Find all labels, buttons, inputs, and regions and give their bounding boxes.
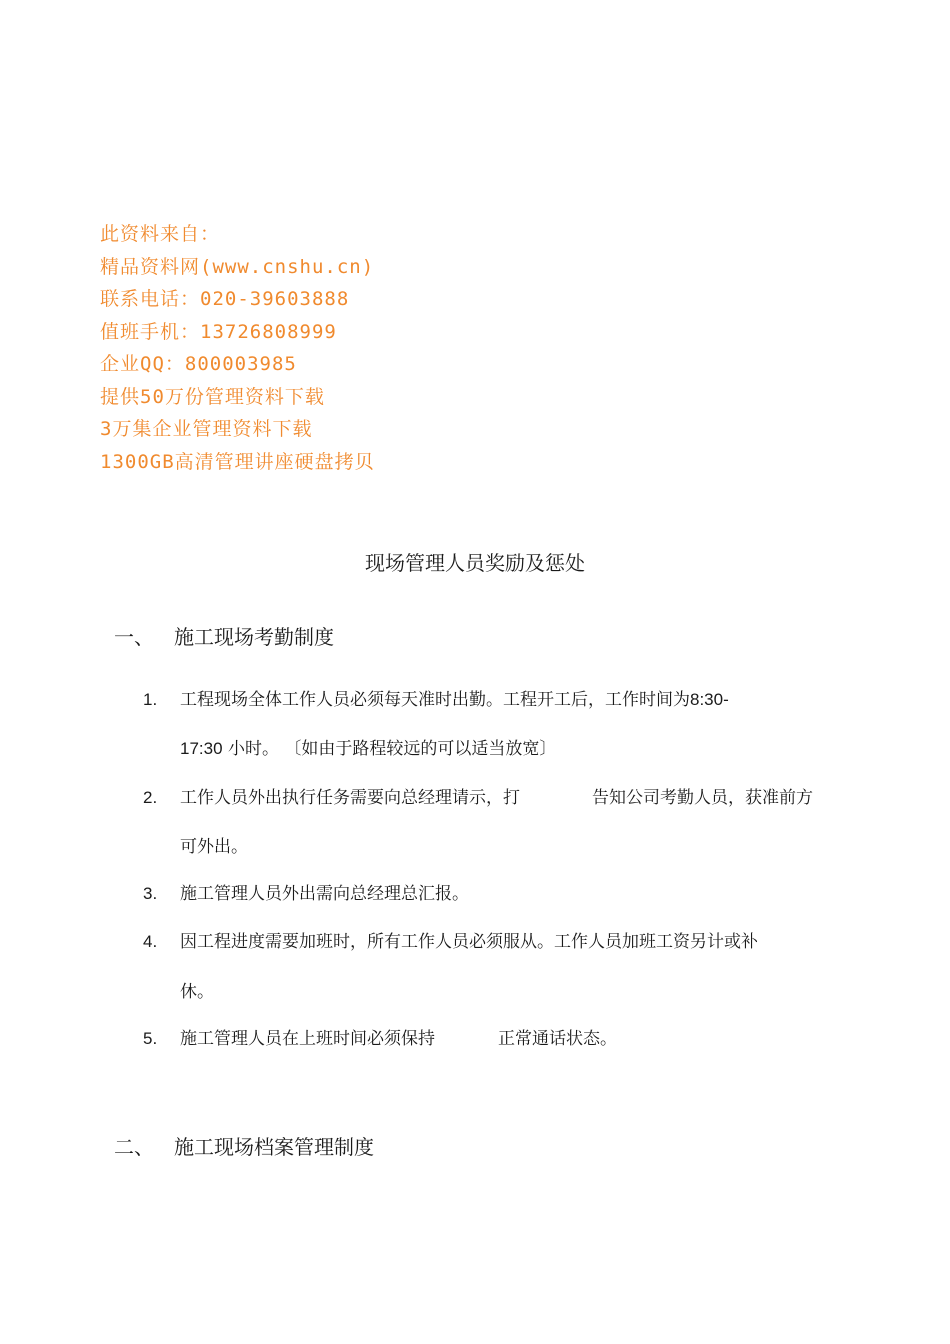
source-line-offer-2: 3万集企业管理资料下载 [100, 418, 313, 440]
item-text-line: 因工程进度需要加班时，所有工作人员必须服从。工作人员加班工资另计或补 [180, 932, 758, 952]
item-text-line: 施工管理人员外出需向总经理总汇报。 [180, 884, 469, 904]
source-line-website: 精品资料网(www.cnshu.cn) [100, 255, 375, 278]
source-line-qq: 企业QQ：800003985 [100, 353, 297, 375]
item-text-line: 正常通话状态。 [498, 1029, 617, 1049]
item-text-line: 可外出。 [180, 837, 248, 857]
item-text-line: 工作人员外出执行任务需要向总经理请示，打 [180, 788, 520, 808]
item-text-line: 告知公司考勤人员，获准前方 [592, 788, 813, 808]
source-info-block [100, 218, 375, 478]
source-line-offer-3: 1300GB高清管理讲座硬盘拷贝 [100, 450, 375, 473]
item-number: 1. [143, 690, 158, 709]
item-text-line: 施工管理人员在上班时间必须保持 [180, 1029, 435, 1049]
source-line-offer-1: 提供50万份管理资料下载 [100, 385, 325, 408]
item-text: 小时。 〔如由于路程较远的可以适当放宽〕 [222, 739, 557, 759]
section-heading-attendance [114, 622, 334, 652]
item-number: 4. [143, 932, 158, 951]
item-text-time: 8:30- [690, 690, 729, 709]
item-text-line: 休。 [180, 982, 214, 1002]
section-heading-archives [114, 1132, 374, 1162]
section-number: 一、 [114, 625, 154, 649]
source-line-phone: 联系电话：020-39603888 [100, 288, 350, 310]
item-number: 2. [143, 788, 158, 807]
source-line-intro: 此资料来自： [100, 223, 221, 245]
section-title: 施工现场档案管理制度 [174, 1135, 374, 1159]
section-title: 施工现场考勤制度 [174, 625, 334, 649]
section-number: 二、 [114, 1135, 154, 1159]
item-text: 工程现场全体工作人员必须每天准时出勤。工程开工后，工作时间为 [180, 690, 690, 710]
item-text-line [180, 688, 729, 712]
item-text-time: 17:30 [180, 739, 223, 758]
item-number: 3. [143, 884, 158, 903]
document-title: 现场管理人员奖励及惩处 [365, 551, 585, 575]
item-number: 5. [143, 1029, 158, 1048]
source-line-mobile: 值班手机：13726808999 [100, 320, 337, 343]
item-text-line [180, 737, 556, 761]
